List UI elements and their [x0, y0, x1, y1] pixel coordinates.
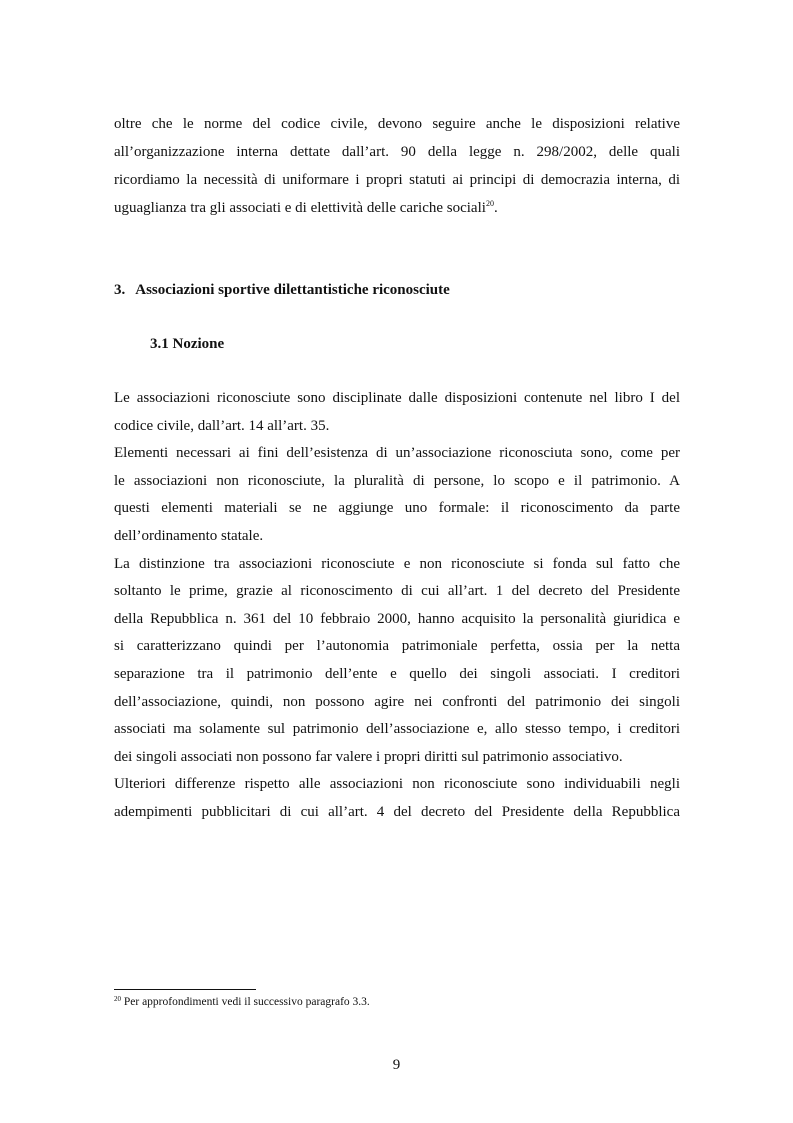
intro-line-2: all’organizzazione interna dettate dall’art. 90 della legge n. 298/2002, delle quali [114, 144, 680, 160]
section-heading [114, 280, 450, 300]
body-line: codice civile, dall’art. 14 all’art. 35. [114, 417, 330, 434]
intro-last-line-text: uguaglianza tra gli associati e di elettività delle cariche sociali [114, 200, 486, 216]
footnote-separator [114, 989, 256, 990]
intro-last-line-end: . [493, 200, 498, 216]
body-line: soltanto le prime, grazie al riconoscimento di cui all’art. 1 del decreto del Presidente [114, 583, 680, 600]
body-line: si caratterizzano quindi per l’autonomia patrimoniale perfetta, ossia per la netta [114, 638, 680, 655]
body-line: della Repubblica n. 361 del 10 febbraio 2000, hanno acquisito la personalità giuridica e [114, 610, 680, 627]
body-line: separazione tra il patrimonio dell’ente e quello dei singoli associati. I creditori [114, 666, 680, 682]
body-line: questi elementi materiali se ne aggiunge uno formale: il riconoscimento da parte [114, 500, 680, 517]
page-number: 9 [392, 1057, 401, 1073]
body-line: dell’ordinamento statale. [114, 528, 264, 544]
body-line: Le associazioni riconosciute sono disciplinate dalle disposizioni contenute nel libro I del [114, 390, 680, 406]
body-line: dell’associazione, quindi, non possono agire nei confronti del patrimonio dei singoli [114, 693, 680, 710]
intro-line-1: oltre che le norme del codice civile, devono seguire anche le disposizioni relative [114, 116, 680, 132]
body-line: le associazioni non riconosciute, la pluralità di persone, lo scopo e il patrimonio. A [114, 472, 680, 489]
intro-line-3: ricordiamo la necessità di uniformare i propri statuti ai principi di democrazia interna, di [114, 172, 680, 188]
footnote-text: Per approfondimenti vedi il successivo paragrafo 3.3. [121, 996, 370, 1008]
body-line: dei singoli associati non possono far valere i propri diritti sul patrimonio associativo. [114, 748, 623, 765]
body-line: Elementi necessari ai fini dell’esistenza di un’associazione riconosciuta sono, come per [114, 445, 680, 462]
footnote-reference: 20 [485, 199, 494, 208]
body-line: Ulteriori differenze rispetto alle associazioni non riconosciute sono individuabili negli [114, 776, 680, 793]
body-line: associati ma solamente sul patrimonio dell’associazione e, allo stesso tempo, i creditori [114, 721, 680, 738]
footnote [114, 994, 370, 1010]
subsection-heading: 3.1 Nozione [150, 336, 225, 352]
footnote-number: 20 [114, 995, 121, 1003]
section-number: 3. [114, 282, 126, 298]
intro-line-4 [114, 198, 680, 218]
section-title: Associazioni sportive dilettantistiche riconosciute [135, 282, 450, 298]
body-line: adempimenti pubblicitari di cui all’art. 4 del decreto del Presidente della Repubblica [114, 804, 680, 820]
body-line: La distinzione tra associazioni riconosciute e non riconosciute si fonda sul fatto che [114, 555, 680, 572]
